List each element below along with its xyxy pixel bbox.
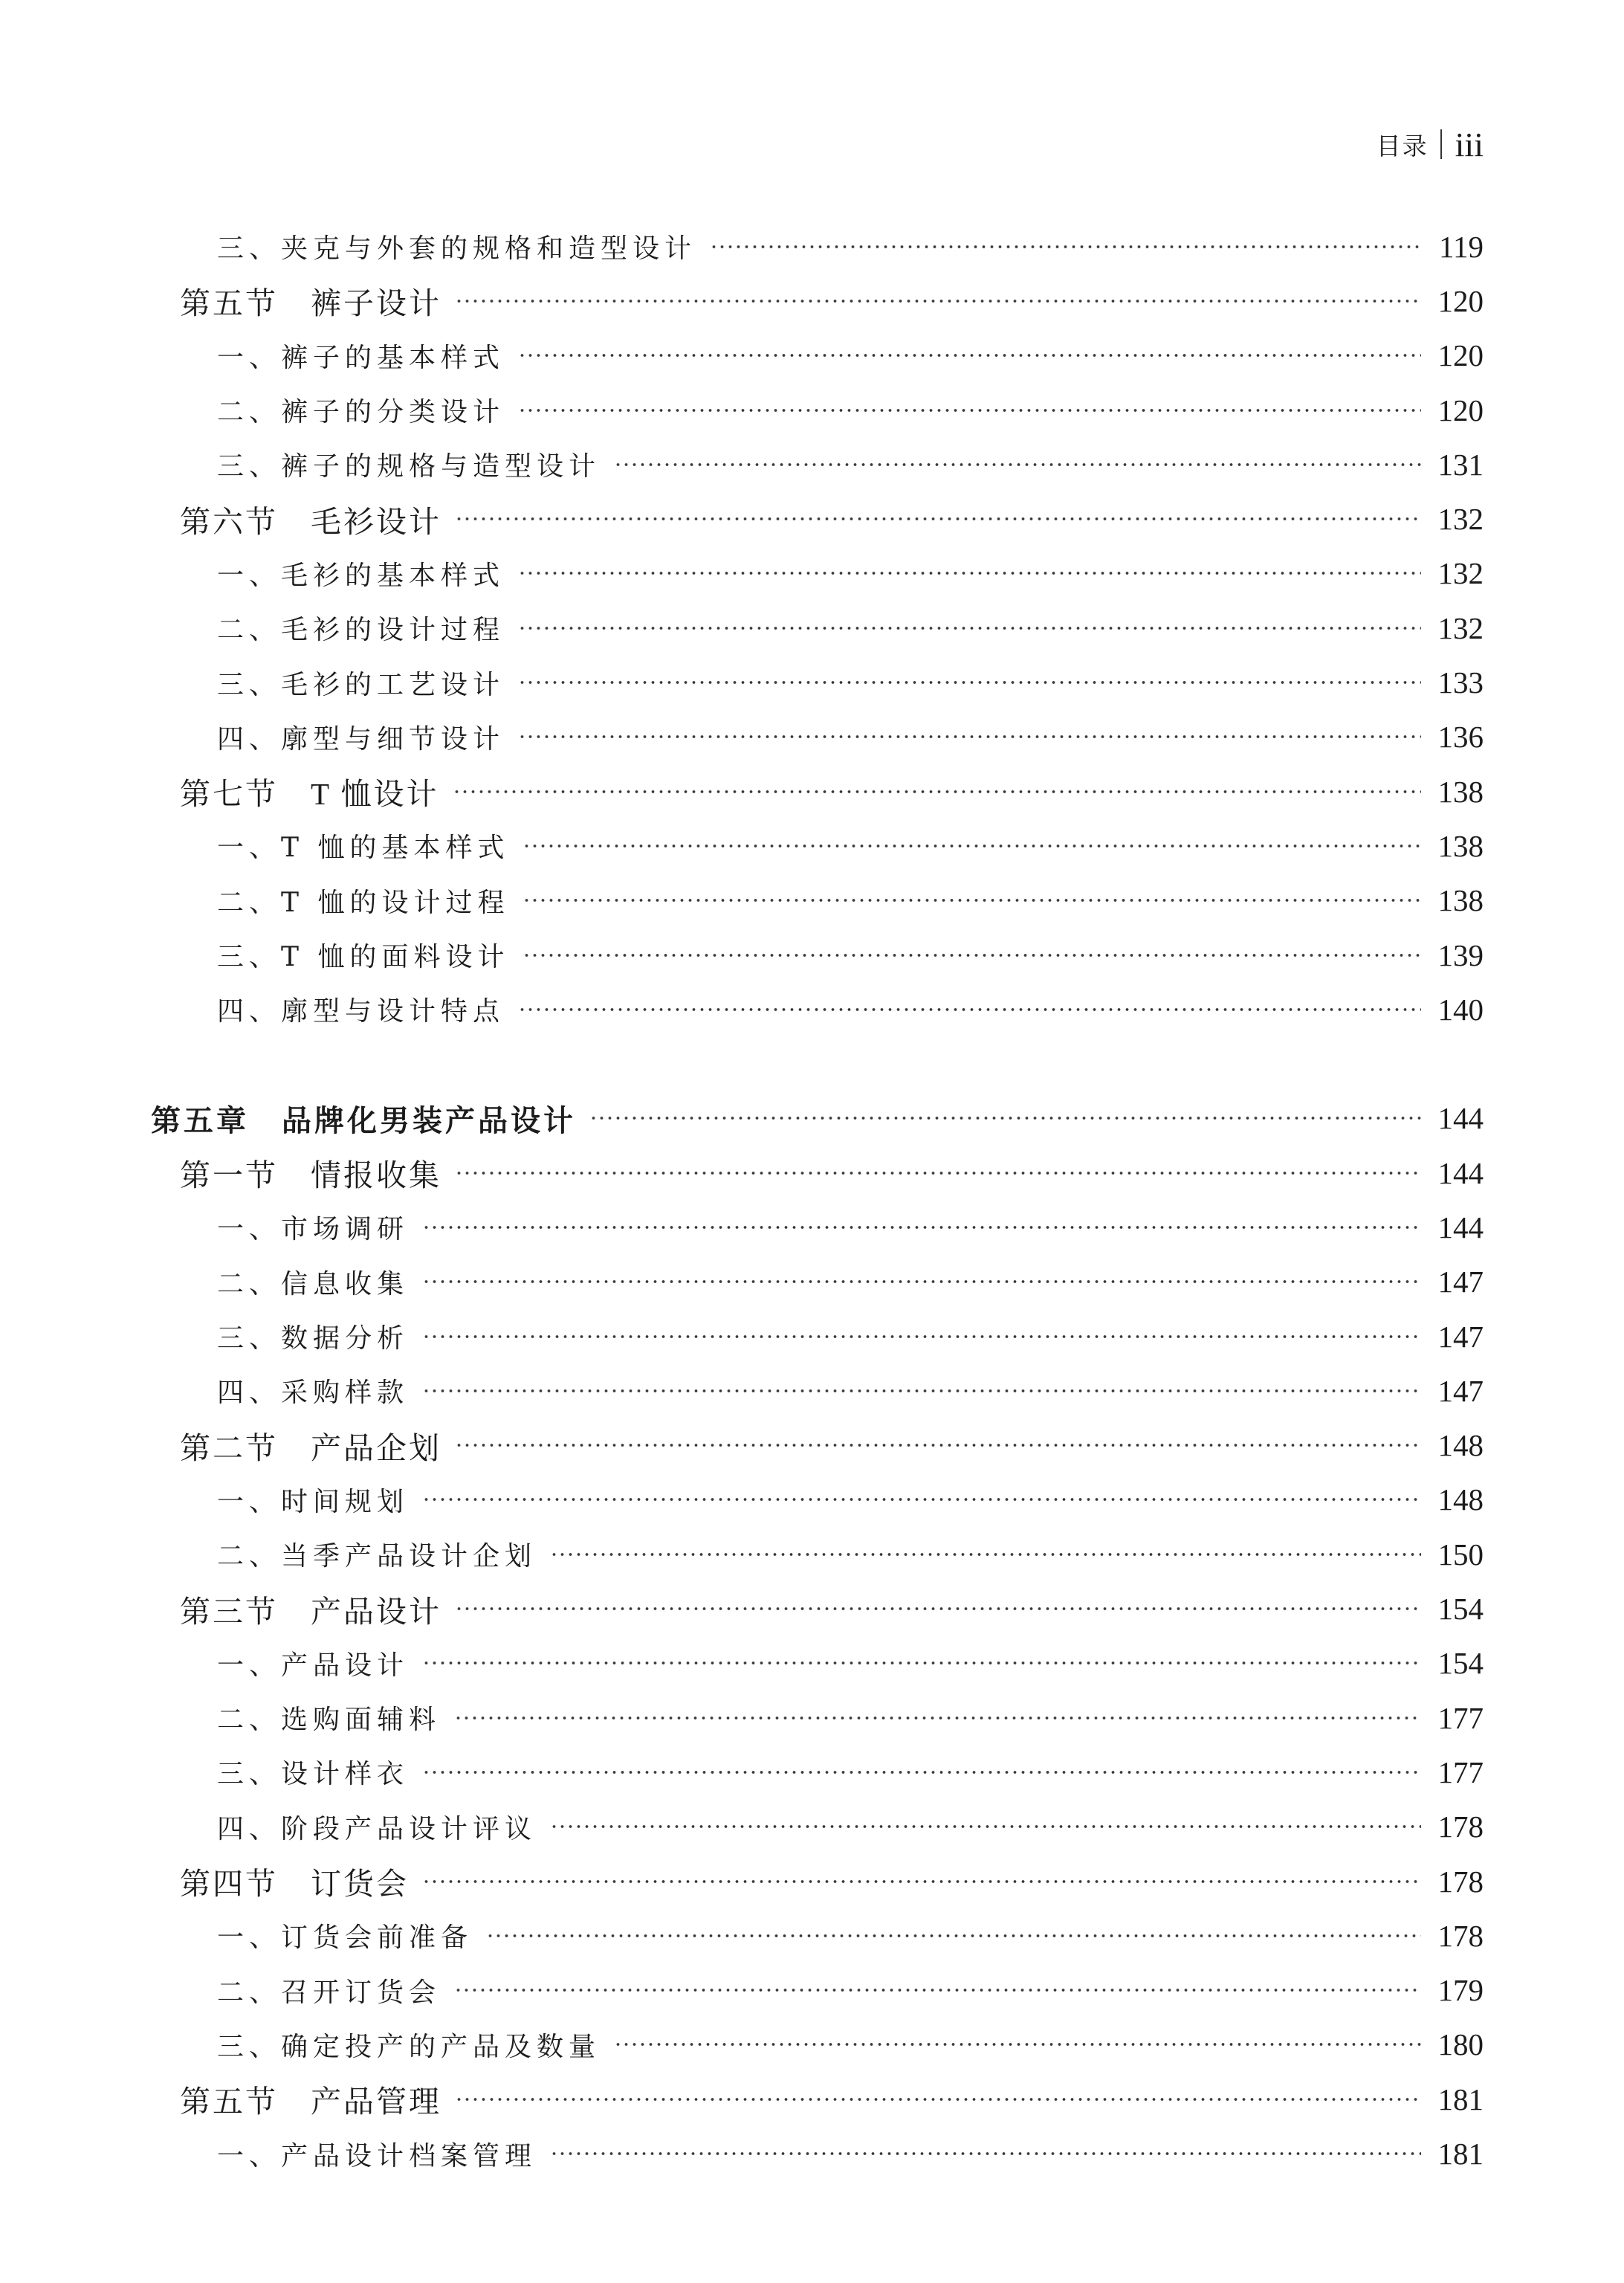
toc-item-title: 三、设计样衣 [217,1759,410,1790]
toc-item-page: 148 [1437,1482,1484,1517]
leader-dots [523,898,1421,902]
toc-item [149,437,1484,491]
leader-dots [422,1334,1421,1339]
toc-item-title: 二、毛衫的设计过程 [217,615,505,646]
toc-chapter-title: 第五章 品牌化男装产品设计 [151,1103,576,1138]
leader-dots [518,1007,1421,1012]
leader-dots [550,2151,1421,2156]
leader-dots [614,2042,1421,2047]
toc-section-page: 178 [1437,1864,1484,1899]
leader-dots [454,1716,1421,1720]
toc-item-page: 140 [1437,992,1484,1027]
toc-item [149,1963,1484,2018]
running-header [1376,125,1484,164]
toc-item-page: 119 [1439,229,1484,264]
leader-dots [523,953,1421,958]
toc-item [149,1200,1484,1254]
toc-item-page: 177 [1437,1754,1484,1789]
toc-item [149,1309,1484,1363]
toc-item-page: 150 [1437,1537,1484,1572]
toc-item-page: 180 [1437,2027,1484,2062]
leader-dots [454,1988,1421,1992]
toc-item-title: 二、当季产品设计企划 [217,1541,537,1572]
toc-item-title: 三、毛衫的工艺设计 [217,669,505,700]
leader-dots [589,1116,1421,1120]
toc-section-title: 第二节 产品企划 [180,1430,441,1465]
toc-item-title: 二、召开订货会 [217,1977,441,2008]
toc-item [149,710,1484,764]
toc-section-title: 第四节 订货会 [180,1867,409,1902]
toc-item-title: 一、产品设计 [217,1650,410,1681]
toc-item [149,383,1484,437]
table-of-contents [149,219,1484,2181]
toc-item-title: 二、信息收集 [217,1268,410,1299]
running-header-title: 目录 [1376,131,1429,161]
toc-section [149,2072,1484,2126]
leader-dots [614,462,1421,467]
toc-item-title: 三、夹克与外套的规格和造型设计 [217,233,697,265]
leader-dots [422,1879,1421,1884]
toc-section-title: 第一节 情报收集 [180,1158,441,1193]
toc-item [149,2126,1484,2180]
toc-item-page: 139 [1437,937,1484,972]
toc-item-title: 四、廓型与细节设计 [217,723,505,755]
toc-section-title: 第五节 裤子设计 [180,286,441,321]
toc-item-page: 133 [1437,665,1484,700]
toc-section [149,1581,1484,1635]
toc-item [149,219,1484,274]
toc-item-title: 二、选购面辅料 [217,1705,441,1736]
toc-section-title: 第七节 T 恤设计 [180,777,439,812]
toc-item-page: 178 [1437,1918,1484,1953]
leader-dots [518,680,1421,685]
toc-item [149,601,1484,655]
toc-item-title: 一、裤子的基本样式 [217,342,505,373]
toc-item-page: 177 [1437,1700,1484,1735]
toc-item-page: 181 [1437,2137,1484,2171]
toc-item-page: 147 [1437,1373,1484,1408]
toc-section [149,274,1484,328]
toc-item-title: 二、T 恤的设计过程 [217,887,510,918]
toc-item [149,818,1484,873]
toc-item-page: 154 [1437,1646,1484,1681]
toc-item-title: 三、确定投产的产品及数量 [217,2031,601,2062]
toc-item [149,982,1484,1036]
toc-section-page: 181 [1437,2082,1484,2116]
toc-section-page: 144 [1437,1155,1484,1190]
toc-item [149,1255,1484,1309]
toc-item-title: 一、市场调研 [217,1214,410,1245]
toc-item-page: 138 [1437,828,1484,863]
chapter-gap [149,1036,1484,1091]
leader-dots [422,1497,1421,1502]
leader-dots [453,789,1421,794]
leader-dots [455,2097,1421,2102]
toc-item [149,874,1484,928]
toc-section-title: 第五节 产品管理 [180,2085,441,2119]
leader-dots [710,245,1421,249]
toc-item-page: 132 [1437,610,1484,645]
toc-item-page: 136 [1437,720,1484,755]
toc-item-title: 一、产品设计档案管理 [217,2140,537,2171]
toc-section [149,1854,1484,1908]
toc-item [149,2018,1484,2072]
toc-item [149,1691,1484,1745]
toc-section [149,764,1484,818]
toc-section-title: 第六节 毛衫设计 [180,504,441,539]
toc-item [149,1745,1484,1799]
leader-dots [550,1824,1421,1829]
toc-section [149,491,1484,546]
toc-item [149,655,1484,709]
toc-item-title: 四、廓型与设计特点 [217,996,505,1027]
toc-item-page: 147 [1437,1319,1484,1354]
toc-section-page: 148 [1437,1428,1484,1463]
leader-dots [486,1934,1421,1938]
leader-dots [523,844,1421,848]
toc-item [149,329,1484,383]
toc-chapter [149,1091,1484,1146]
toc-item-page: 120 [1437,393,1484,427]
leader-dots [422,1661,1421,1665]
toc-item-title: 三、裤子的规格与造型设计 [217,451,601,482]
toc-item [149,1636,1484,1691]
page-number: iii [1455,125,1484,164]
toc-item-page: 132 [1437,556,1484,591]
toc-item-page: 179 [1437,1973,1484,2008]
toc-section-page: 120 [1437,283,1484,318]
toc-item-page: 131 [1437,447,1484,482]
toc-item [149,1527,1484,1581]
toc-item [149,1473,1484,1527]
toc-section-page: 154 [1437,1592,1484,1627]
toc-item-title: 一、订货会前准备 [217,1922,473,1954]
leader-dots [422,1279,1421,1284]
leader-dots [518,734,1421,739]
toc-section [149,1418,1484,1473]
leader-dots [455,299,1421,303]
leader-dots [518,571,1421,575]
toc-section-title: 第三节 产品设计 [180,1594,441,1629]
leader-dots [518,626,1421,630]
toc-item-title: 三、T 恤的面料设计 [217,942,510,972]
leader-dots [550,1552,1421,1557]
running-header-divider [1440,129,1442,159]
toc-section [149,1146,1484,1200]
toc-item [149,928,1484,982]
toc-item-title: 一、时间规划 [217,1486,410,1517]
leader-dots [455,1607,1421,1611]
toc-item-page: 147 [1437,1265,1484,1299]
leader-dots [422,1389,1421,1393]
leader-dots [455,1171,1421,1175]
leader-dots [518,408,1421,413]
toc-item-page: 144 [1437,1210,1484,1244]
toc-item-title: 四、阶段产品设计评议 [217,1813,537,1844]
toc-item-title: 一、T 恤的基本样式 [217,833,510,864]
toc-item-title: 二、裤子的分类设计 [217,397,505,428]
leader-dots [422,1770,1421,1775]
toc-item [149,1908,1484,1963]
toc-item-title: 三、数据分析 [217,1323,410,1354]
toc-item [149,1800,1484,1854]
toc-item-page: 120 [1437,338,1484,373]
toc-item-title: 四、采购样款 [217,1378,410,1409]
toc-section-page: 132 [1437,502,1484,537]
toc-item-title: 一、毛衫的基本样式 [217,560,505,591]
leader-dots [422,1225,1421,1230]
toc-item-page: 138 [1437,883,1484,918]
toc-item [149,546,1484,601]
toc-item [149,1363,1484,1418]
leader-dots [518,353,1421,358]
leader-dots [455,517,1421,521]
toc-section-page: 138 [1437,774,1484,809]
toc-item-page: 178 [1437,1809,1484,1844]
leader-dots [455,1443,1421,1447]
toc-chapter-page: 144 [1437,1101,1484,1136]
